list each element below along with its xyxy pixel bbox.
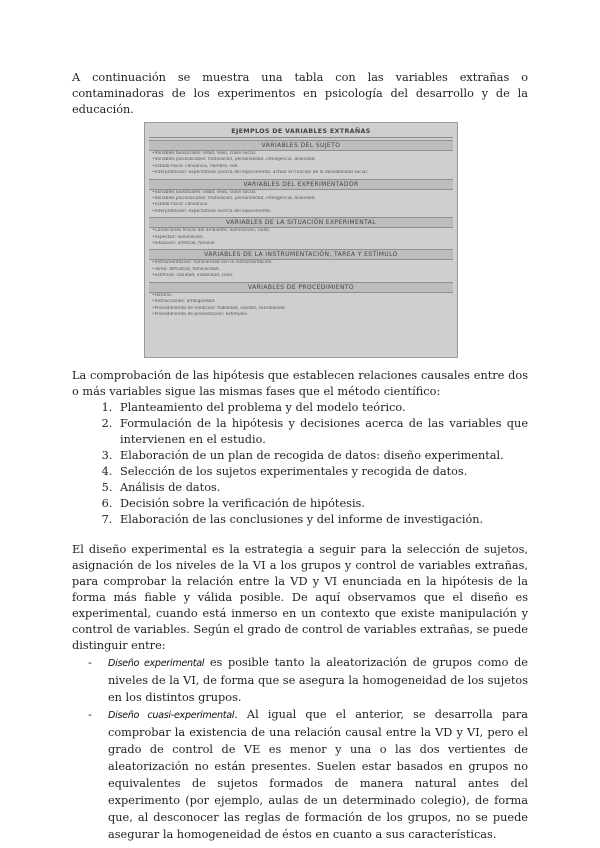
section-item: • Tarea: dificultad, familiaridad. xyxy=(149,267,453,273)
section-item: • Horario. xyxy=(149,293,453,299)
step-item: 1. Planteamiento del problema y del modelo teórico. xyxy=(116,400,528,416)
design-paragraph: El diseño experimental es la estrategia a seguir para la selección de sujetos, asignación de los niveles de la VI a los grupos y control de variables extrañas, para comprobar la relación entre la VD y VI enunciada en la hipótesis de la forma más fiable y válida posible. De aquí observamos que el diseño es experimental, cuando está inmerso en un contexto que existe manipulación y control de variables. Según el grado de control de variables extrañas, se puede distinguir entre: xyxy=(72,543,528,652)
section-title: VARIABLES DE PROCEDIMIENTO xyxy=(149,282,453,293)
section-title: VARIABLES DE LA INSTRUMENTACIÓN, TAREA Y ESTÍMULO xyxy=(149,249,453,260)
section-item: • Situación: artificial, familiar. xyxy=(149,241,453,247)
section-title: VARIABLES DEL SUJETO xyxy=(149,140,453,151)
section-item: • Instrumentación: familiaridad con la instrumentación. xyxy=(149,260,453,266)
table-section-situation xyxy=(149,217,453,247)
step-item: 3. Elaboración de un plan de recogida de datos: diseño experimental. xyxy=(116,448,528,464)
section-title: VARIABLES DE LA SITUACIÓN EXPERIMENTAL xyxy=(149,217,453,228)
section-item: • Interpretación: expectativas acerca del experimento. xyxy=(149,209,453,215)
design-item-quasi-experimental xyxy=(88,706,528,843)
section-item: • Condiciones físicas del ambiente: iluminación, ruido. xyxy=(149,228,453,234)
design-item-experimental xyxy=(88,654,528,706)
scientific-method-steps xyxy=(72,400,528,528)
section-item: • Interpretación: expectativas acerca del experimento, actuar en función de la deseabilidad social. xyxy=(149,170,453,176)
design-text: . Al igual que el anterior, se desarrolla para comprobar la existencia de una relación causal entre la VD y VI, pero el grado de control de VE es menor y una o las dos vertientes de aleatorización no están presentes. Suelen estar basados en grupos no equivalentes de sujetos formados de manera natural antes del experimento (por ejemplo, aulas de un determinado colegio), de forma que, al desconocer las reglas de formación de los grupos, no se puede asegurar la homogeneidad de éstos en cuanto a sus características. xyxy=(108,708,528,841)
table-section-instrumentation xyxy=(149,249,453,279)
section-item: • Variables biosociales: edad, sexo, clase social. xyxy=(149,190,453,196)
extraneous-variables-table xyxy=(144,122,458,358)
section-item: • Estado físico: cansancio. xyxy=(149,202,453,208)
design-term: Diseño experimental xyxy=(108,658,205,669)
section-item: • Estímulo: claridad, visibilidad, color. xyxy=(149,273,453,279)
step-item: 4. Selección de los sujetos experimentales y recogida de datos. xyxy=(116,464,528,480)
section-item: • Variables psicosociales: motivación, personalidad, inteligencia, ansiedad. xyxy=(149,157,453,163)
section-item: • Variables psicosociales: motivación, personalidad, inteligencia, ansiedad. xyxy=(149,196,453,202)
section-item: • Estado físico: cansancio, hambre, sed. xyxy=(149,164,453,170)
table-title: EJEMPLOS DE VARIABLES EXTRAÑAS xyxy=(149,126,453,138)
section-item: • Variables biosociales: edad, sexo, clase social. xyxy=(149,151,453,157)
section-item: • Procedimiento de medición: fiabilidad, validez, sensibilidad. xyxy=(149,306,453,312)
design-text: es posible tanto la aleatorización de grupos como de niveles de la VI, de forma que se asegura la homogeneidad de los sujetos en los distintos grupos. xyxy=(108,656,528,704)
step-item: 2. Formulación de la hipótesis y decisiones acerca de las variables que intervienen en el estudio. xyxy=(116,416,528,448)
dash-bullet: - xyxy=(88,708,92,721)
table-section-experimenter xyxy=(149,179,453,216)
intro-paragraph: A continuación se muestra una tabla con las variables extrañas o contaminadoras de los experimentos en psicología del desarrollo y de la educación. xyxy=(72,71,528,116)
dash-bullet: - xyxy=(88,656,92,669)
hypothesis-paragraph: La comprobación de las hipótesis que establecen relaciones causales entre dos o más variables sigue las mismas fases que el método científico: xyxy=(72,369,528,398)
step-item: 7. Elaboración de las conclusiones y del informe de investigación. xyxy=(116,512,528,528)
section-item: • Instrucciones: ambigüedad. xyxy=(149,299,453,305)
design-term: Diseño cuasi-experimental xyxy=(108,710,235,721)
section-item: • Procedimiento de presentación: estímulos. xyxy=(149,312,453,318)
step-item: 6. Decisión sobre la verificación de hipótesis. xyxy=(116,496,528,512)
table-section-subject xyxy=(149,140,453,177)
section-item: • Aspectos: iluminación. xyxy=(149,235,453,241)
table-section-procedure xyxy=(149,282,453,319)
design-types-list xyxy=(72,654,528,843)
step-item: 5. Análisis de datos. xyxy=(116,480,528,496)
section-title: VARIABLES DEL EXPERIMENTADOR xyxy=(149,179,453,190)
document-page xyxy=(72,70,528,843)
